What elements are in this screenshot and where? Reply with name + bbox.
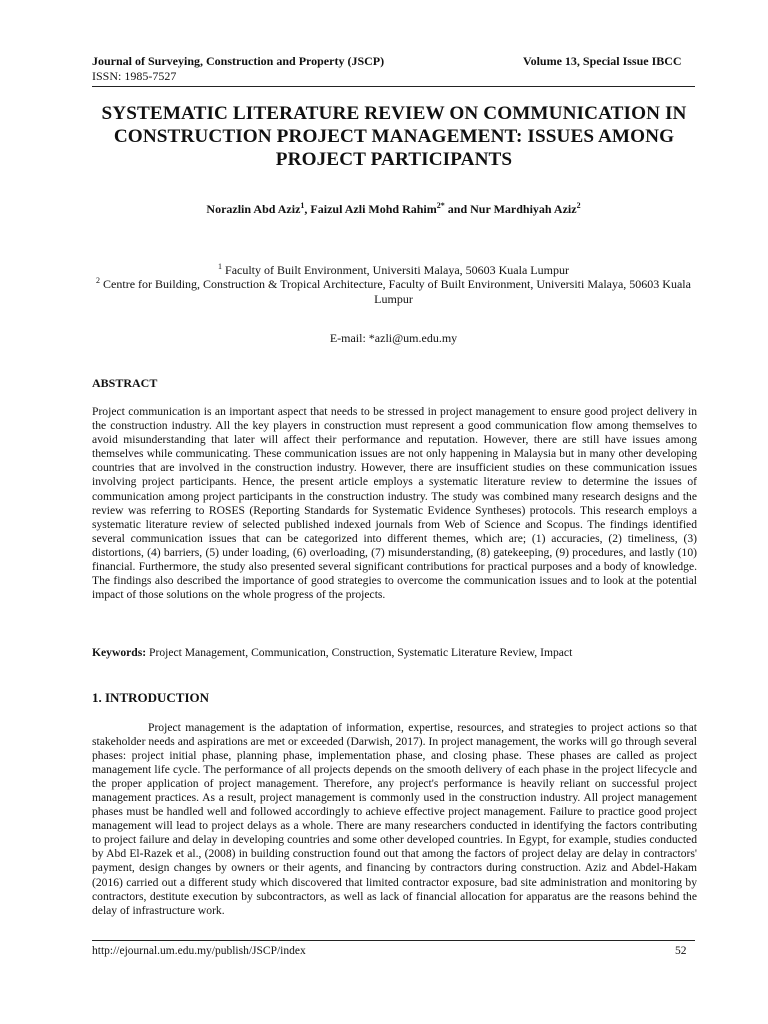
affiliation-mark: 1 bbox=[218, 262, 223, 271]
contact-email: E-mail: *azli@um.edu.my bbox=[329, 331, 458, 345]
page-number: 52 bbox=[675, 945, 687, 957]
footer-url[interactable]: http://ejournal.um.edu.my/publish/JSCP/index bbox=[92, 945, 306, 957]
abstract-heading: ABSTRACT bbox=[92, 376, 158, 390]
paper-title: SYSTEMATIC LITERATURE REVIEW ON COMMUNICATION IN CONSTRUCTION PROJECT MANAGEMENT: ISSUES AMONG PROJECT PARTICIPANTS bbox=[101, 103, 687, 170]
author-separator: and bbox=[444, 202, 471, 216]
author-list bbox=[92, 201, 695, 217]
affiliation-text: Faculty of Built Environment, Universiti Malaya, 50603 Kuala Lumpur bbox=[222, 263, 569, 277]
author-affil-mark: 2 bbox=[576, 201, 581, 210]
header-divider bbox=[92, 86, 695, 87]
affiliation bbox=[92, 273, 695, 307]
abstract-body: Project communication is an important aspect that needs to be stressed in project management to ensure good project delivery in the construction industry. All the key players in construction must represent a good communication flow among themselves to avoid misunderstanding that later will affect their performance and reputation. However, there are still have issues among themselves while communicating. These communication issues are not only happening in Malaysia but in many other developing countries that are involved in the construction industry. However, there are insufficient studies on these communication issues involving project participants. Hence, the present article employs a systematic literature review to determine the issues of communication among project participants in the construction industry. The study was combined many research designs and the review was referring to ROSES (Reporting Standards for Systematic Evidence Syntheses) protocols. This research employs a systematic literature review of selected published indexed journals from Web of Science and Scopus. The findings identified several communication issues that can be categorized into different themes, which are; (1) accuracies, (2) timeliness, (3) distortions, (4) barriers, (5) under loading, (6) overloading, (7) misunderstanding, (8) gatekeeping, (9) procedures, and lastly (10) financial. Furthermore, the study also presented several significant contributions for practical purposes and a body of knowledge. The findings also described the importance of good strategies to overcome the communication issues and to look at the potential impact of those solutions on the whole progress of the projects. bbox=[92, 405, 697, 602]
keywords-label: Keywords: bbox=[92, 646, 147, 659]
affiliation-text: Centre for Building, Construction & Tropical Architecture, Faculty of Built Environment, Universiti Malaya, 50603 Kuala Lumpur bbox=[100, 277, 691, 306]
author-affil-mark: 2* bbox=[436, 201, 445, 210]
keywords bbox=[92, 646, 697, 659]
author-name: Faizul Azli Mohd Rahim bbox=[310, 202, 437, 216]
keywords-text: Project Management, Communication, Construction, Systematic Literature Review, Impact bbox=[146, 646, 573, 659]
journal-name: Journal of Surveying, Construction and Property (JSCP) bbox=[92, 54, 385, 68]
author-affil-mark: 1 bbox=[300, 201, 305, 210]
author-name: Norazlin Abd Aziz bbox=[206, 202, 301, 216]
issn: ISSN: 1985-7527 bbox=[92, 69, 177, 83]
introduction-heading: 1. INTRODUCTION bbox=[92, 690, 210, 705]
volume-info: Volume 13, Special Issue IBCC bbox=[523, 54, 682, 68]
introduction-body: Project management is the adaptation of information, expertise, resources, and strategies to project actions so that stakeholder needs and aspirations are met or exceeded (Darwish, 2017). In project management, the works will go through several phases: project initial phase, planning phase, implementation phase, and closing phase. These phases are called as project management life cycle. The performance of all projects depends on the smooth delivery of each phase in the project lifecycle and the proper application of project management. Therefore, any project's performance is heavily reliant on successful project management practices. As a result, project management is commonly used in the construction industry. All project management phases must be handled well and followed accordingly to achieve effective project management. Failure to practice good project management will lead to project delays as a whole. There are many researchers conducted in identifying the factors contributing to project failure and delay in developing countries and some other developed countries. In Egypt, for example, studies conducted by Abd El-Razek et al., (2008) in building construction found out that among the factors of project delay are delay in contractors' payment, design changes by owners or their agents, and financing by contractors during construction. Aziz and Abdel-Hakam (2016) carried out a different study which discovered that limited contractor exposure, bad site administration and monitoring by contractors, destitute execution by subcontractors, as well as lack of financial allocation for apparatus are the reasons behind the delay of infrastructure work. bbox=[92, 721, 697, 917]
affiliation-mark: 2 bbox=[96, 276, 101, 285]
author-separator: , bbox=[304, 202, 311, 216]
author-name: Nur Mardhiyah Aziz bbox=[470, 202, 577, 216]
footer-divider bbox=[92, 940, 695, 941]
